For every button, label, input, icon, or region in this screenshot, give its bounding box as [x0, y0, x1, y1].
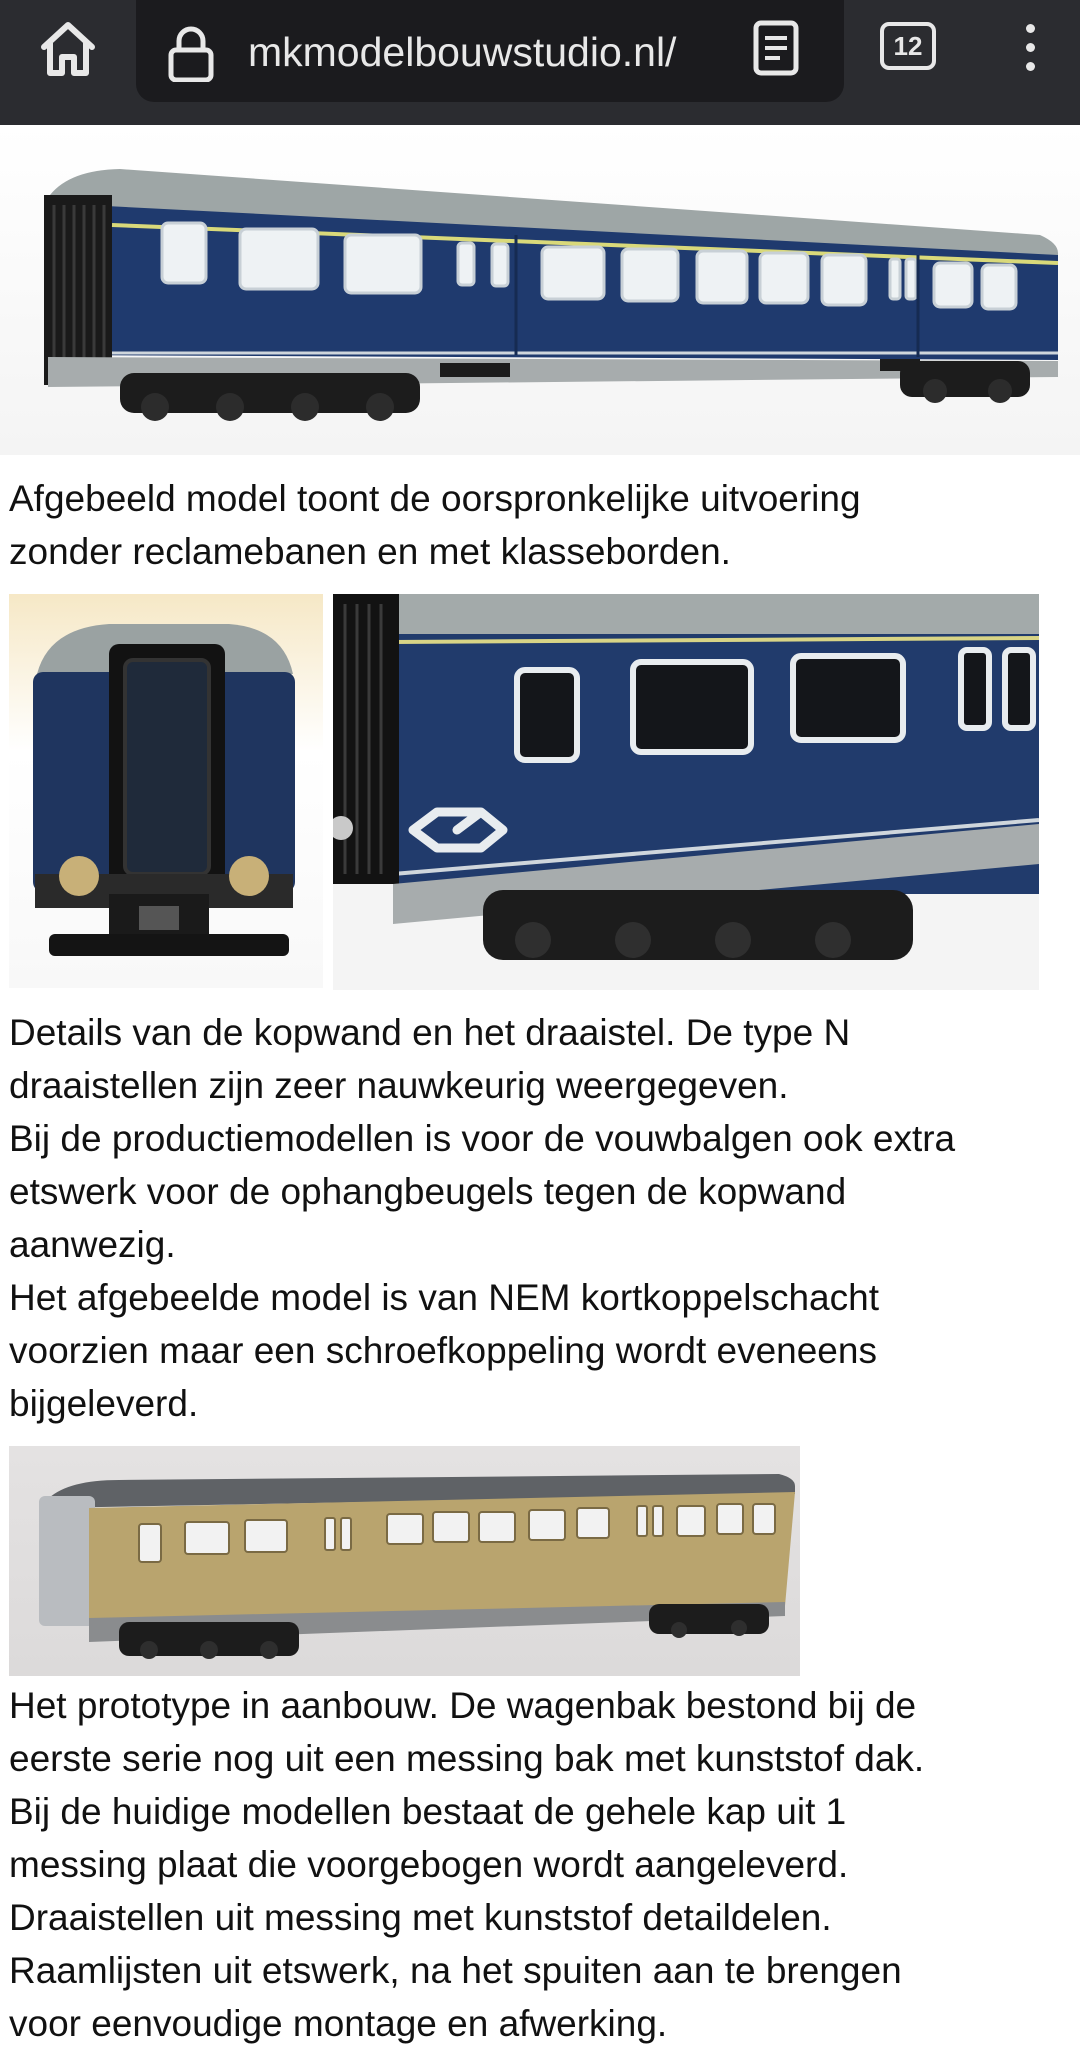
- home-icon[interactable]: [28, 14, 108, 84]
- text-line: Raamlijsten uit etswerk, na het spuiten aan te brengen: [9, 1950, 902, 1991]
- text-line: Afgebeeld model toont de oorspronkelijke uitvoering: [9, 478, 861, 519]
- text-line: Bij de productiemodellen is voor de vouwbalgen ook extra: [9, 1118, 956, 1159]
- reader-mode-icon[interactable]: [744, 18, 808, 83]
- text-line: aanwezig.: [9, 1224, 176, 1265]
- text-line: Het prototype in aanbouw. De wagenbak bestond bij de: [9, 1685, 917, 1726]
- prototype-coach-image: [9, 1446, 800, 1676]
- url-bar[interactable]: [136, 0, 844, 102]
- paragraph-intro: [9, 472, 1069, 578]
- browser-toolbar: [0, 0, 1080, 125]
- text-line: eerste serie nog uit een messing bak met kunststof dak.: [9, 1738, 925, 1779]
- text-line: voorzien maar een schroefkoppeling wordt eveneens: [9, 1330, 877, 1371]
- text-line: messing plaat die voorgebogen wordt aangeleverd.: [9, 1844, 849, 1885]
- url-text[interactable]: mkmodelbouwstudio.nl/: [248, 29, 677, 75]
- text-line: Het afgebeelde model is van NEM kortkoppelschacht: [9, 1277, 879, 1318]
- text-line: bijgeleverd.: [9, 1383, 199, 1424]
- end-wall-image: [9, 594, 323, 988]
- more-menu-icon[interactable]: [1012, 18, 1048, 82]
- text-line: zonder reclamebanen en met klasseborden.: [9, 531, 731, 572]
- text-line: Draaistellen uit messing met kunststof detaildelen.: [9, 1897, 832, 1938]
- paragraph-prototype: [9, 1679, 1069, 2050]
- lock-icon[interactable]: [166, 26, 216, 87]
- bogie-detail-image: [333, 594, 1039, 990]
- hero-coach-image: [0, 125, 1080, 455]
- paragraph-details: [9, 1006, 1069, 1430]
- text-line: voor eenvoudige montage en afwerking.: [9, 2003, 668, 2044]
- text-line: Details van de kopwand en het draaistel. De type N: [9, 1012, 851, 1053]
- text-line: etswerk voor de ophangbeugels tegen de kopwand: [9, 1171, 847, 1212]
- text-line: draaistellen zijn zeer nauwkeurig weergegeven.: [9, 1065, 789, 1106]
- tab-switcher-icon[interactable]: 12: [880, 22, 936, 70]
- text-line: Bij de huidige modellen bestaat de gehele kap uit 1: [9, 1791, 847, 1832]
